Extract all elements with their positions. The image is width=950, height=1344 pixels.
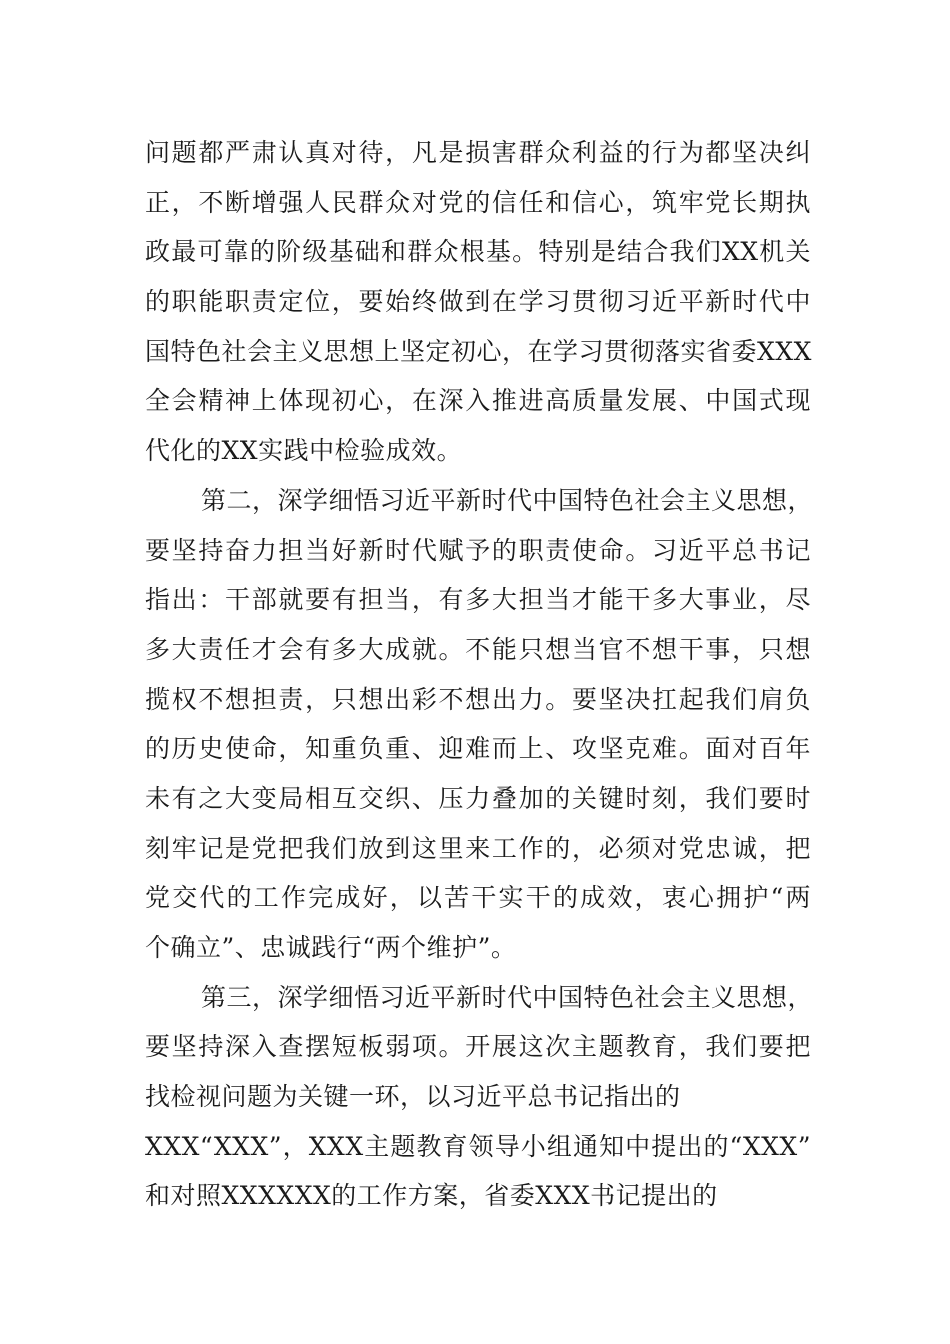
text-line: 国特色社会主义思想上坚定初心，在学习贯彻落实省委XXX bbox=[145, 336, 812, 366]
text-line: 多大责任才会有多大成就。不能只想当官不想干事，只想 bbox=[145, 634, 811, 664]
text-line: 代化的XX实践中检验成效。 bbox=[145, 436, 463, 466]
text-line: 要坚持奋力担当好新时代赋予的职责使命。习近平总书记 bbox=[145, 535, 811, 565]
text-line: 个确立”、忠诚践行“两个维护”。 bbox=[145, 933, 517, 962]
text-line: 正，不断增强人民群众对党的信任和信心，筑牢党长期执 bbox=[145, 187, 811, 217]
paragraph-start-line: 第三，深学细悟习近平新时代中国特色社会主义思想， bbox=[201, 982, 814, 1012]
paragraph-start-line: 第二，深学细悟习近平新时代中国特色社会主义思想， bbox=[201, 485, 814, 515]
text-line: XXX“XXX”，XXX主题教育领导小组通知中提出的“XXX” bbox=[145, 1131, 811, 1161]
text-line: 指出：干部就要有担当，有多大担当才能干多大事业，尽 bbox=[145, 585, 811, 615]
text-line: 要坚持深入查摆短板弱项。开展这次主题教育，我们要把 bbox=[145, 1032, 811, 1062]
text-line: 和对照XXXXXX的工作方案，省委XXX书记提出的 bbox=[145, 1181, 718, 1211]
text-line: 的职能职责定位，要始终做到在学习贯彻习近平新时代中 bbox=[145, 287, 811, 317]
text-line: 的历史使命，知重负重、迎难而上、攻坚克难。面对百年 bbox=[145, 734, 811, 764]
text-line: 找检视问题为关键一环，以习近平总书记指出的 bbox=[145, 1082, 681, 1112]
text-line: 未有之大变局相互交织、压力叠加的关键时刻，我们要时 bbox=[145, 783, 811, 813]
text-line: 问题都严肃认真对待，凡是损害群众利益的行为都坚决纠 bbox=[145, 138, 811, 167]
text-line: 政最可靠的阶级基础和群众根基。特别是结合我们XX机关 bbox=[145, 237, 811, 267]
text-line: 党交代的工作完成好，以苦干实干的成效，衷心拥护“两 bbox=[145, 883, 811, 913]
document-body bbox=[145, 128, 814, 1221]
text-line: 刻牢记是党把我们放到这里来工作的，必须对党忠诚，把 bbox=[145, 833, 811, 863]
text-line: 全会精神上体现初心，在深入推进高质量发展、中国式现 bbox=[145, 386, 811, 416]
text-line: 揽权不想担责，只想出彩不想出力。要坚决扛起我们肩负 bbox=[145, 684, 811, 714]
